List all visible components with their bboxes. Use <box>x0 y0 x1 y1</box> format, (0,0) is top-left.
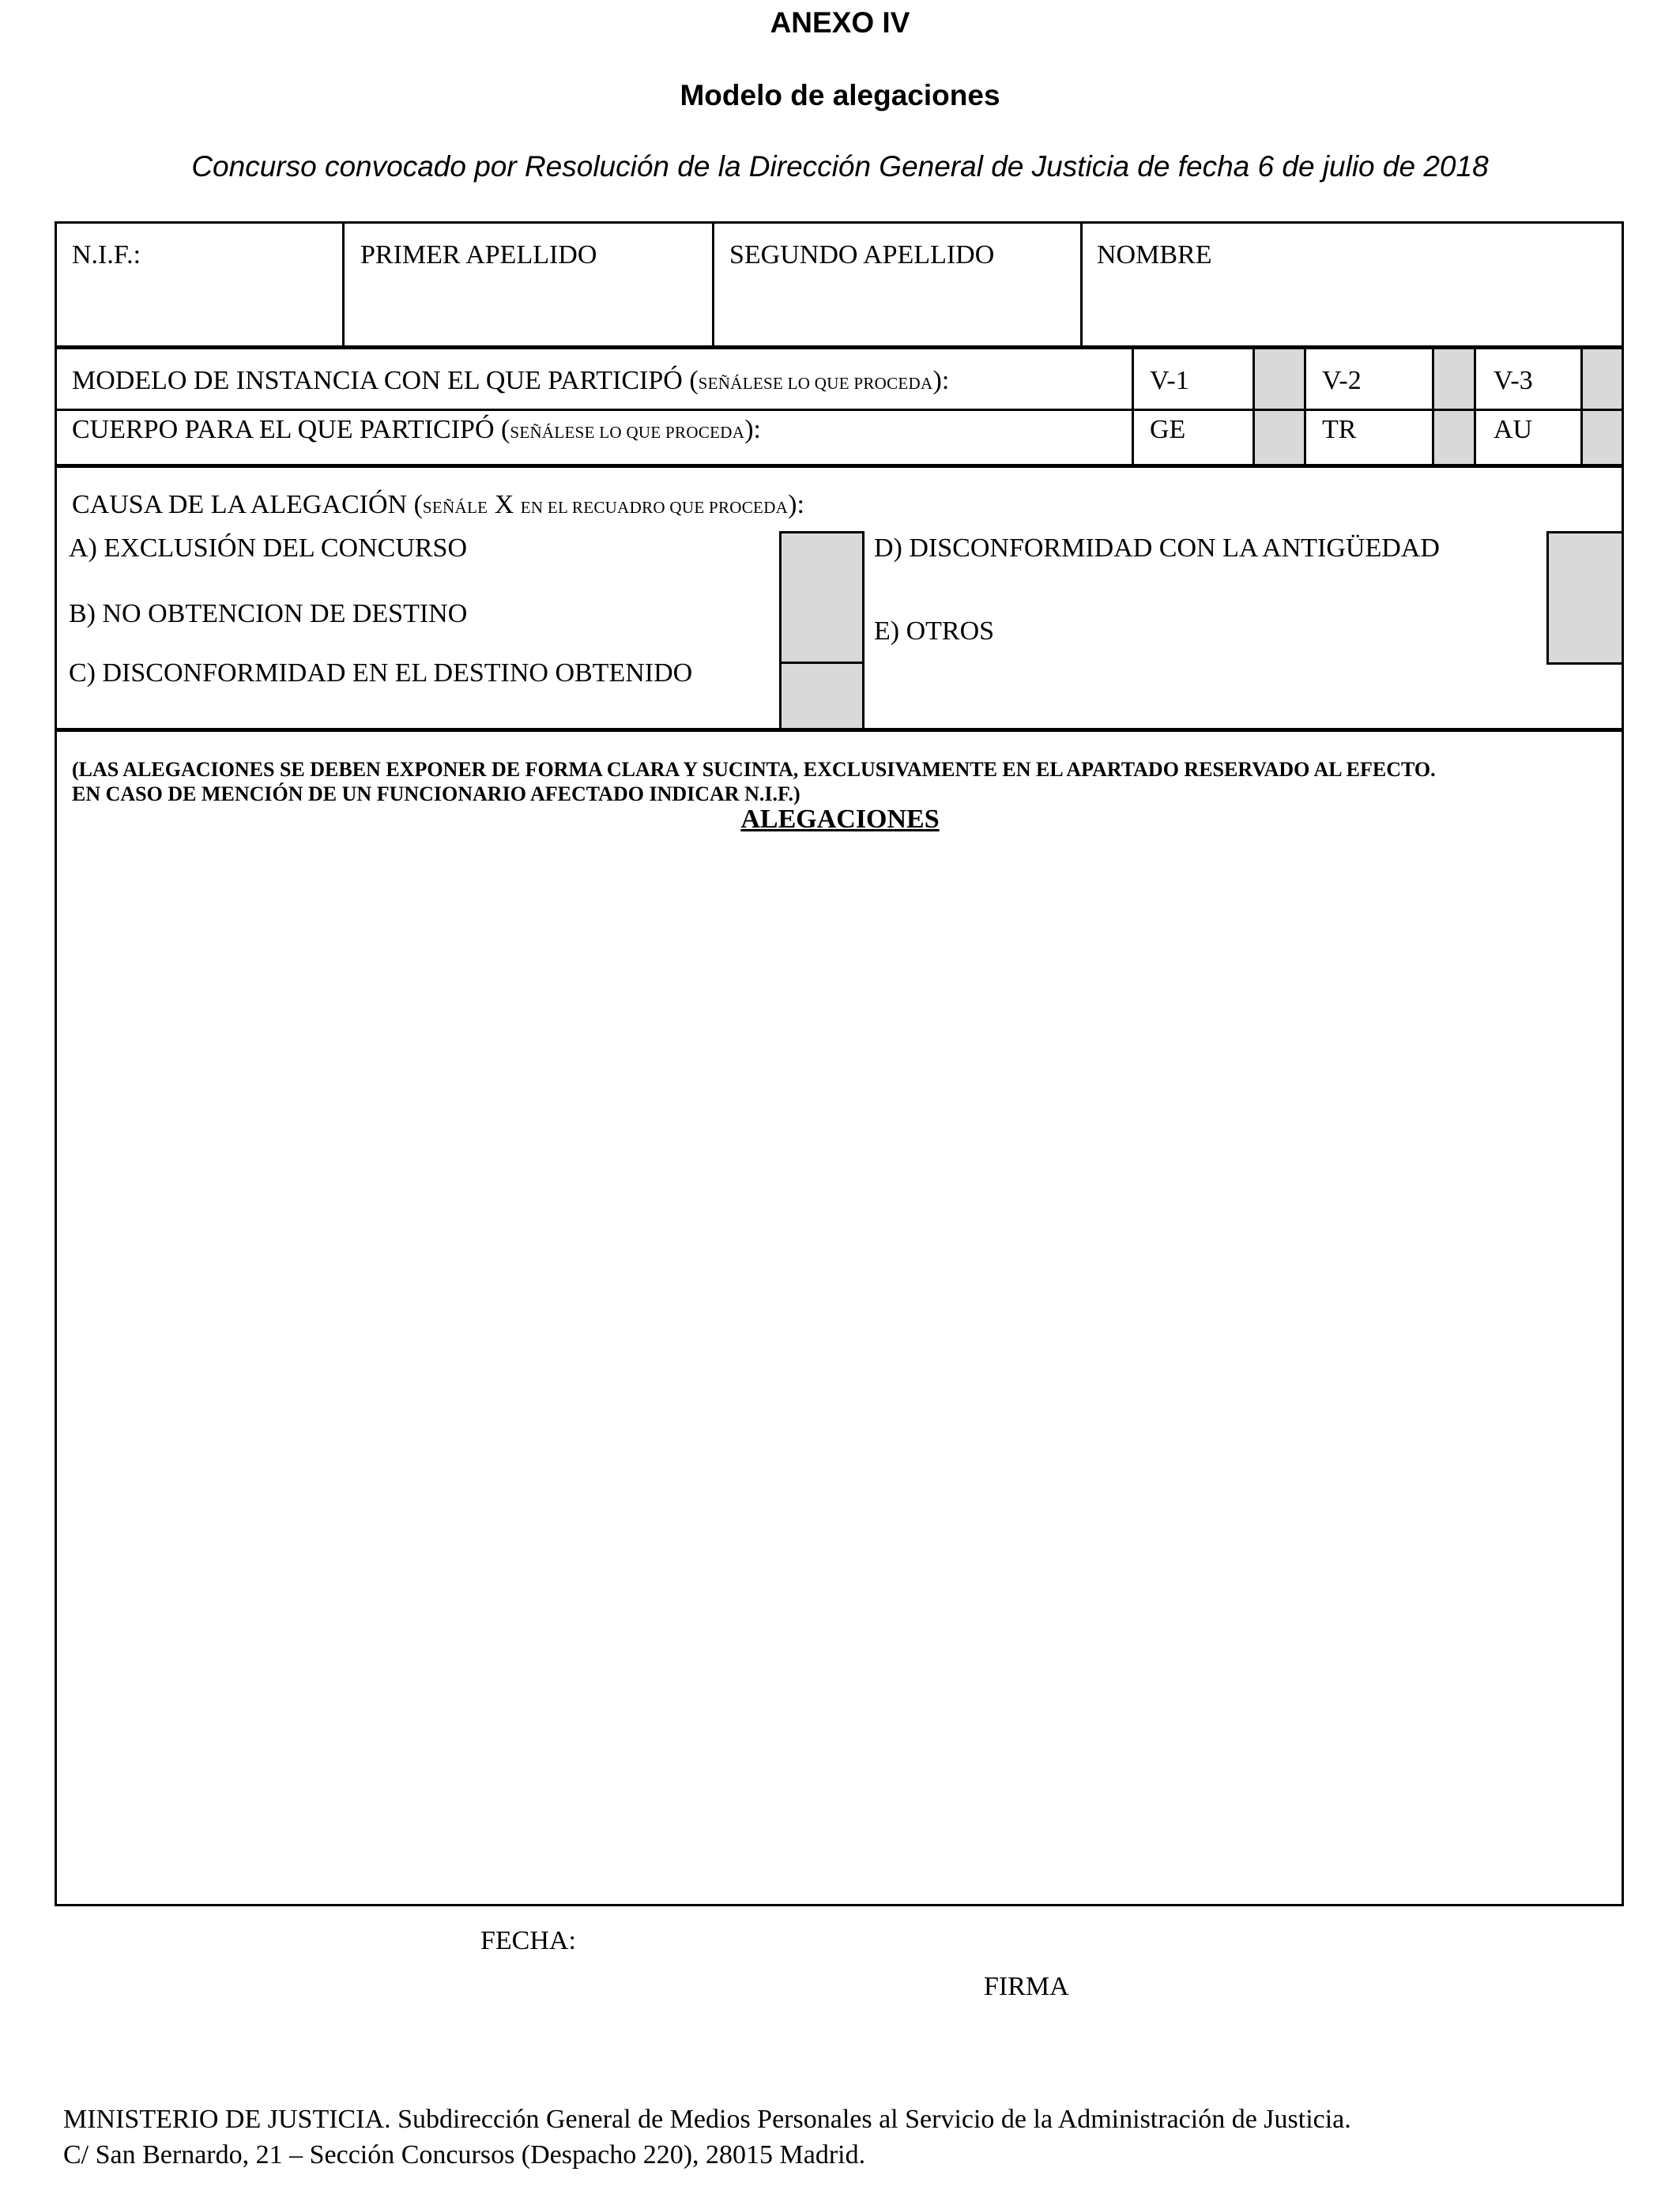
second-surname-field[interactable]: SEGUNDO APELLIDO <box>729 240 995 270</box>
option-au-checkbox[interactable] <box>1583 411 1622 464</box>
cause-d-checkbox[interactable] <box>1546 531 1622 597</box>
footer-line2: C/ San Bernardo, 21 – Sección Concursos (Despacho 220), 28015 Madrid. <box>63 2140 866 2169</box>
cause-option-a: A) EXCLUSIÓN DEL CONCURSO <box>69 533 468 563</box>
cause-c-checkbox[interactable] <box>779 664 864 728</box>
option-v1-checkbox[interactable] <box>1255 349 1304 409</box>
cause-hint-b: EN EL RECUADRO QUE PROCEDA <box>520 498 789 517</box>
cause-paren-close: ): <box>788 490 804 519</box>
cause-e-checkbox[interactable] <box>1546 594 1622 665</box>
corps-paren-open: ( <box>494 415 510 444</box>
option-ge-label: GE <box>1150 415 1186 444</box>
option-v3-label: V-3 <box>1494 366 1533 395</box>
corps-hint: SEÑÁLESE LO QUE PROCEDA <box>510 423 745 442</box>
form-subtitle: Concurso convocado por Resolución de la Dirección General de Justicia de fecha 6 de julio de 2018 <box>191 150 1489 183</box>
cause-b-checkbox[interactable] <box>779 594 864 664</box>
corps-label <box>72 415 761 445</box>
signature-label: FIRMA <box>984 1972 1069 2001</box>
option-v3-checkbox[interactable] <box>1583 349 1622 409</box>
option-v2-checkbox[interactable] <box>1434 349 1474 409</box>
corps-label-text: CUERPO PARA EL QUE PARTICIPÓ <box>72 415 495 444</box>
corps-paren-close: ): <box>744 415 761 444</box>
instance-model-paren-open: ( <box>682 366 699 395</box>
cause-option-d: D) DISCONFORMIDAD CON LA ANTIGÜEDAD <box>874 533 1440 563</box>
allegations-instructions-line1: (LAS ALEGACIONES SE DEBEN EXPONER DE FORMA CLARA Y SUCINTA, EXCLUSIVAMENTE EN EL APARTADO RESERVADO AL EFECTO. <box>72 758 1436 781</box>
cause-option-b: B) NO OBTENCION DE DESTINO <box>69 599 468 628</box>
allegations-textarea[interactable] <box>63 846 1612 1893</box>
annex-title: ANEXO IV <box>770 6 910 39</box>
option-v1-label: V-1 <box>1150 366 1189 395</box>
cause-option-e: E) OTROS <box>874 616 995 646</box>
option-v2-label: V-2 <box>1322 366 1362 395</box>
option-ge-checkbox[interactable] <box>1255 411 1304 464</box>
allegations-instructions <box>72 757 1436 806</box>
cause-paren-open: ( <box>407 490 423 519</box>
cause-label <box>72 490 804 520</box>
footer-line1: MINISTERIO DE JUSTICIA. Subdirección General de Medios Personales al Servicio de la Administración de Justicia. <box>63 2105 1351 2134</box>
first-surname-field[interactable]: PRIMER APELLIDO <box>360 240 597 270</box>
option-tr-checkbox[interactable] <box>1434 411 1474 464</box>
option-tr-label: TR <box>1322 415 1357 444</box>
cause-hint-a: SEÑÁLE <box>422 498 488 517</box>
instance-model-hint: SEÑÁLESE LO QUE PROCEDA <box>698 374 933 393</box>
cause-hint-x: X <box>488 490 521 519</box>
instance-model-label <box>72 366 949 396</box>
nif-field[interactable]: N.I.F.: <box>72 240 141 270</box>
cause-option-c: C) DISCONFORMIDAD EN EL DESTINO OBTENIDO <box>69 658 693 688</box>
instance-model-paren-close: ): <box>932 366 950 395</box>
footer <box>63 2102 1351 2173</box>
instance-model-label-text: MODELO DE INSTANCIA CON EL QUE PARTICIPÓ <box>72 366 683 395</box>
name-field[interactable]: NOMBRE <box>1097 240 1212 270</box>
option-au-label: AU <box>1494 415 1533 444</box>
cause-a-checkbox[interactable] <box>779 531 864 597</box>
cause-label-text: CAUSA DE LA ALEGACIÓN <box>72 490 408 519</box>
date-label: FECHA: <box>480 1926 576 1955</box>
form-title: Modelo de alegaciones <box>680 79 1000 111</box>
allegations-instructions-line2: EN CASO DE MENCIÓN DE UN FUNCIONARIO AFECTADO INDICAR N.I.F.) <box>72 782 800 805</box>
allegations-heading: ALEGACIONES <box>740 805 940 834</box>
